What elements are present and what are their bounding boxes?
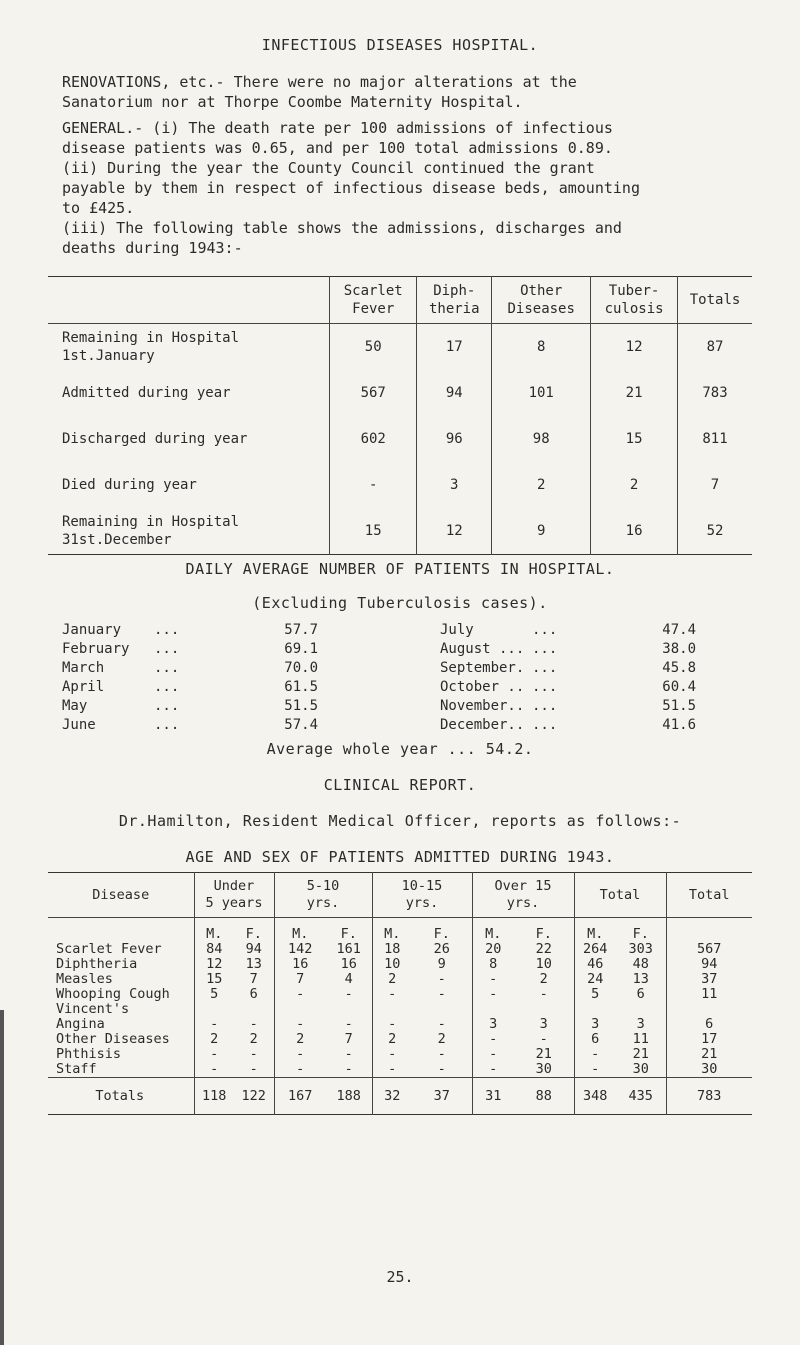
- table-cell: -: [472, 1062, 514, 1078]
- row-label: Remaining in Hospital 1st.January: [62, 330, 240, 364]
- table-cell: 8: [492, 324, 591, 371]
- month-row: [440, 622, 710, 641]
- month-row: [440, 660, 710, 679]
- table-cell: 12: [194, 957, 234, 972]
- month-value: 38.0: [662, 641, 696, 657]
- month-value: 45.8: [662, 660, 696, 676]
- month-name: September.: [440, 660, 525, 676]
- sex-label: M.: [194, 918, 234, 943]
- table-cell: -: [194, 1047, 234, 1062]
- month-name: November..: [440, 698, 525, 714]
- table-cell: 88: [514, 1078, 574, 1115]
- table-cell: 435: [616, 1078, 666, 1115]
- admissions-table: [48, 276, 752, 555]
- table-cell: -: [344, 1016, 353, 1032]
- month-name: March: [62, 660, 105, 676]
- table-cell: 5: [574, 987, 616, 1002]
- month-value: 51.5: [662, 698, 696, 714]
- daily-average-subtitle: (Excluding Tuberculosis cases).: [252, 594, 548, 612]
- page-heading: INFECTIOUS DISEASES HOSPITAL.: [261, 36, 539, 54]
- table-cell: 22: [535, 941, 552, 957]
- sex-label: F.: [245, 926, 262, 942]
- table-row: [48, 957, 752, 972]
- row-label: Died during year: [62, 477, 197, 493]
- disease-label: Other Diseases: [56, 1031, 170, 1047]
- table-cell: 3: [636, 1016, 645, 1032]
- column-header: Scarlet Fever: [330, 277, 417, 324]
- month-row: [62, 622, 332, 641]
- table-cell: -: [372, 1062, 412, 1078]
- table-cell: 15: [194, 972, 234, 987]
- sex-subheader-row: [48, 918, 752, 943]
- month-row: [440, 641, 710, 660]
- month-row: [62, 641, 332, 660]
- sex-label: F.: [433, 926, 450, 942]
- table-cell: 11: [632, 1031, 649, 1047]
- leader-dots: ...: [154, 679, 180, 695]
- table-cell: 6: [574, 1032, 616, 1047]
- leader-dots: ...: [532, 679, 558, 695]
- table-cell: -: [344, 1046, 353, 1062]
- table-cell: 10: [372, 957, 412, 972]
- disease-label: Vincent's: [56, 1001, 130, 1017]
- table-cell: 17: [666, 1032, 752, 1047]
- table-cell: 30: [632, 1061, 649, 1077]
- table-cell: 21: [591, 370, 678, 416]
- leader-dots: ...: [154, 622, 180, 638]
- table-cell: [412, 1002, 472, 1017]
- month-row: [62, 717, 332, 736]
- table-cell: 46: [574, 957, 616, 972]
- table-cell: -: [274, 1062, 326, 1078]
- table-cell: -: [194, 1062, 234, 1078]
- month-row: [440, 679, 710, 698]
- table-cell: 567: [666, 942, 752, 957]
- table-cell: -: [539, 986, 548, 1002]
- table-cell: 6: [666, 1017, 752, 1032]
- table-cell: 21: [666, 1047, 752, 1062]
- table-cell: 811: [678, 416, 752, 462]
- table-cell: 2: [539, 971, 548, 987]
- table-cell: 783: [666, 1078, 752, 1115]
- month-name: April: [62, 679, 105, 695]
- totals-row: [48, 1078, 752, 1115]
- column-header: Total: [574, 873, 666, 918]
- table-cell: -: [249, 1016, 258, 1032]
- disease-label: Whooping Cough: [56, 986, 170, 1002]
- table-cell: 8: [472, 957, 514, 972]
- table-cell: 2: [591, 462, 678, 508]
- table-cell: 348: [574, 1078, 616, 1115]
- table-cell: 96: [417, 416, 492, 462]
- month-name: December..: [440, 717, 525, 733]
- table-cell: 2: [372, 1032, 412, 1047]
- table-cell: 15: [330, 508, 417, 555]
- table-cell: [326, 1002, 372, 1017]
- row-label: Remaining in Hospital 31st.December: [62, 514, 240, 548]
- table-cell: 3: [574, 1017, 616, 1032]
- month-value: 57.4: [284, 717, 318, 733]
- table-cell: -: [372, 987, 412, 1002]
- table-cell: 9: [492, 508, 591, 555]
- table-row: [48, 1047, 752, 1062]
- row-label: Discharged during year: [62, 431, 248, 447]
- disease-label: Diphtheria: [56, 956, 138, 972]
- table-cell: -: [437, 971, 446, 987]
- month-name: October ..: [440, 679, 525, 695]
- table-cell: [666, 1002, 752, 1017]
- disease-label: Angina: [56, 1016, 105, 1032]
- sex-label: M.: [372, 918, 412, 943]
- table-cell: 48: [632, 956, 649, 972]
- column-header: 10-15 yrs.: [372, 873, 472, 918]
- month-row: [62, 660, 332, 679]
- table-cell: 6: [249, 986, 258, 1002]
- table-cell: 122: [234, 1078, 274, 1115]
- table-cell: [616, 1002, 666, 1017]
- sex-label: F.: [535, 926, 552, 942]
- leader-dots: ...: [532, 698, 558, 714]
- table-cell: -: [330, 462, 417, 508]
- table-row: [48, 972, 752, 987]
- table-cell: -: [249, 1046, 258, 1062]
- table-cell: 17: [417, 324, 492, 371]
- month-name: July: [440, 622, 474, 638]
- table-row: [48, 1017, 752, 1032]
- table-cell: -: [539, 1031, 548, 1047]
- month-row: [62, 698, 332, 717]
- table-row: [48, 324, 752, 371]
- column-header: Tuber- culosis: [591, 277, 678, 324]
- table-row: [48, 1062, 752, 1078]
- daily-average-title: DAILY AVERAGE NUMBER OF PATIENTS IN HOSPITAL.: [185, 560, 615, 578]
- age-sex-title: AGE AND SEX OF PATIENTS ADMITTED DURING 1943.: [185, 848, 615, 866]
- table-cell: -: [344, 986, 353, 1002]
- table-cell: 37: [412, 1078, 472, 1115]
- table-cell: [234, 1002, 274, 1017]
- month-value: 47.4: [662, 622, 696, 638]
- table-cell: 2: [372, 972, 412, 987]
- disease-label: Staff: [56, 1061, 97, 1077]
- table-cell: 567: [330, 370, 417, 416]
- month-name: August ...: [440, 641, 525, 657]
- table-row: [48, 1032, 752, 1047]
- blank-cell: [48, 918, 194, 943]
- table-row: [48, 462, 752, 508]
- leader-dots: ...: [532, 660, 558, 676]
- table-cell: -: [372, 1047, 412, 1062]
- average-whole-year: Average whole year ... 54.2.: [266, 740, 534, 758]
- table-cell: -: [472, 987, 514, 1002]
- table-cell: -: [437, 986, 446, 1002]
- sex-label: M.: [574, 918, 616, 943]
- table-cell: -: [472, 1047, 514, 1062]
- table-cell: [194, 1002, 234, 1017]
- table-cell: 2: [437, 1031, 446, 1047]
- table-cell: 188: [326, 1078, 372, 1115]
- sex-label: M.: [274, 918, 326, 943]
- table-cell: 602: [330, 416, 417, 462]
- month-name: June: [62, 717, 96, 733]
- page-number: 25.: [386, 1268, 414, 1286]
- table-cell: 21: [535, 1046, 552, 1062]
- table-cell: 783: [678, 370, 752, 416]
- table-cell: -: [274, 1017, 326, 1032]
- table-cell: 12: [591, 324, 678, 371]
- sex-label: M.: [472, 918, 514, 943]
- table-cell: 94: [417, 370, 492, 416]
- clinical-intro: Dr.Hamilton, Resident Medical Officer, reports as follows:-: [118, 812, 682, 830]
- table-cell: -: [249, 1061, 258, 1077]
- table-cell: 101: [492, 370, 591, 416]
- table-cell: 3: [539, 1016, 548, 1032]
- table-cell: -: [344, 1061, 353, 1077]
- table-cell: 21: [632, 1046, 649, 1062]
- disease-label: Measles: [56, 971, 113, 987]
- general-paragraph: GENERAL.- (i) The death rate per 100 admissions of infectious disease patients was 0.65, and per 100 total admissions 0.89. (ii) During the year the County Council continued the grant payable by them in respect of infectious disease beds, amounting to £425. (iii) The following table shows the admissions, discharges and deaths during 1943:-: [62, 119, 640, 257]
- table-cell: 31: [472, 1078, 514, 1115]
- blank-cell: [666, 918, 752, 943]
- table-cell: [472, 1002, 514, 1017]
- table-cell: -: [574, 1047, 616, 1062]
- table-cell: -: [194, 1017, 234, 1032]
- row-label: Admitted during year: [62, 385, 231, 401]
- table-cell: 15: [591, 416, 678, 462]
- column-header: Over 15 yrs.: [472, 873, 574, 918]
- column-header: Totals: [678, 277, 752, 324]
- month-row: [440, 717, 710, 736]
- table-cell: 12: [417, 508, 492, 555]
- table-cell: 94: [245, 941, 262, 957]
- table-cell: 13: [245, 956, 262, 972]
- renovations-paragraph: RENOVATIONS, etc.- There were no major alterations at the Sanatorium nor at Thorpe Coombe Maternity Hospital.: [62, 73, 577, 111]
- table-cell: [574, 1002, 616, 1017]
- table-cell: 37: [666, 972, 752, 987]
- table-cell: 2: [194, 1032, 234, 1047]
- table-cell: 94: [666, 957, 752, 972]
- month-name: February: [62, 641, 130, 657]
- table-cell: 2: [249, 1031, 258, 1047]
- leader-dots: ...: [532, 717, 558, 733]
- table-cell: 32: [372, 1078, 412, 1115]
- table-row: [48, 508, 752, 555]
- leader-dots: ...: [154, 641, 180, 657]
- table-cell: 2: [274, 1032, 326, 1047]
- leader-dots: ...: [532, 641, 558, 657]
- table-cell: -: [437, 1061, 446, 1077]
- leader-dots: ...: [154, 698, 180, 714]
- table-cell: 3: [417, 462, 492, 508]
- table-cell: 26: [433, 941, 450, 957]
- table-cell: -: [472, 1032, 514, 1047]
- table-cell: 30: [535, 1061, 552, 1077]
- table-cell: 7: [344, 1031, 353, 1047]
- binding-edge: [0, 1010, 4, 1345]
- leader-dots: ...: [532, 622, 558, 638]
- month-name: January: [62, 622, 122, 638]
- leader-dots: ...: [154, 660, 180, 676]
- table-cell: 50: [330, 324, 417, 371]
- month-value: 70.0: [284, 660, 318, 676]
- table-cell: 16: [340, 956, 357, 972]
- column-header: Other Diseases: [492, 277, 591, 324]
- month-value: 51.5: [284, 698, 318, 714]
- table-cell: [514, 1002, 574, 1017]
- totals-label: Totals: [48, 1078, 194, 1115]
- table-cell: 7: [678, 462, 752, 508]
- table-row: [48, 1002, 752, 1017]
- table-cell: 87: [678, 324, 752, 371]
- month-row: [62, 679, 332, 698]
- table-cell: 142: [274, 942, 326, 957]
- table-cell: 16: [274, 957, 326, 972]
- month-value: 61.5: [284, 679, 318, 695]
- table-row: [48, 416, 752, 462]
- table-cell: [372, 1002, 412, 1017]
- clinical-report-title: CLINICAL REPORT.: [323, 776, 477, 794]
- table-cell: -: [437, 1046, 446, 1062]
- table-cell: 13: [632, 971, 649, 987]
- table-cell: 3: [472, 1017, 514, 1032]
- admissions-table-header: [48, 277, 752, 324]
- sex-label: F.: [632, 926, 649, 942]
- table-cell: 30: [666, 1062, 752, 1078]
- month-value: 57.7: [284, 622, 318, 638]
- table-cell: 10: [535, 956, 552, 972]
- table-cell: 2: [492, 462, 591, 508]
- disease-label: Phthisis: [56, 1046, 122, 1062]
- table-cell: 161: [336, 941, 361, 957]
- table-cell: 9: [437, 956, 446, 972]
- table-cell: 24: [574, 972, 616, 987]
- column-header: 5-10 yrs.: [274, 873, 372, 918]
- table-cell: 4: [344, 971, 353, 987]
- table-cell: 303: [628, 941, 653, 957]
- table-cell: -: [437, 1016, 446, 1032]
- table-cell: 16: [591, 508, 678, 555]
- column-header: Disease: [48, 873, 194, 918]
- month-value: 69.1: [284, 641, 318, 657]
- table-cell: -: [274, 987, 326, 1002]
- month-row: [440, 698, 710, 717]
- table-cell: 84: [194, 942, 234, 957]
- table-cell: 6: [636, 986, 645, 1002]
- table-cell: 20: [472, 942, 514, 957]
- column-header: Diph- theria: [417, 277, 492, 324]
- table-cell: 52: [678, 508, 752, 555]
- table-cell: 7: [249, 971, 258, 987]
- table-row: [48, 942, 752, 957]
- month-value: 41.6: [662, 717, 696, 733]
- table-cell: 5: [194, 987, 234, 1002]
- leader-dots: ...: [154, 717, 180, 733]
- column-header: [48, 277, 330, 324]
- column-header: Total: [666, 873, 752, 918]
- table-cell: -: [472, 972, 514, 987]
- table-cell: 118: [194, 1078, 234, 1115]
- table-cell: 11: [666, 987, 752, 1002]
- age-sex-table: [48, 872, 752, 1115]
- table-row: [48, 987, 752, 1002]
- sex-label: F.: [340, 926, 357, 942]
- month-value: 60.4: [662, 679, 696, 695]
- table-cell: 98: [492, 416, 591, 462]
- disease-label: Scarlet Fever: [56, 941, 162, 957]
- age-sex-table-header: [48, 873, 752, 918]
- column-header: Under 5 years: [194, 873, 274, 918]
- table-cell: [274, 1002, 326, 1017]
- month-name: May: [62, 698, 88, 714]
- table-cell: -: [574, 1062, 616, 1078]
- table-cell: 18: [372, 942, 412, 957]
- table-cell: -: [274, 1047, 326, 1062]
- table-cell: -: [372, 1017, 412, 1032]
- table-row: [48, 370, 752, 416]
- table-cell: 167: [274, 1078, 326, 1115]
- table-cell: 7: [274, 972, 326, 987]
- table-cell: 264: [574, 942, 616, 957]
